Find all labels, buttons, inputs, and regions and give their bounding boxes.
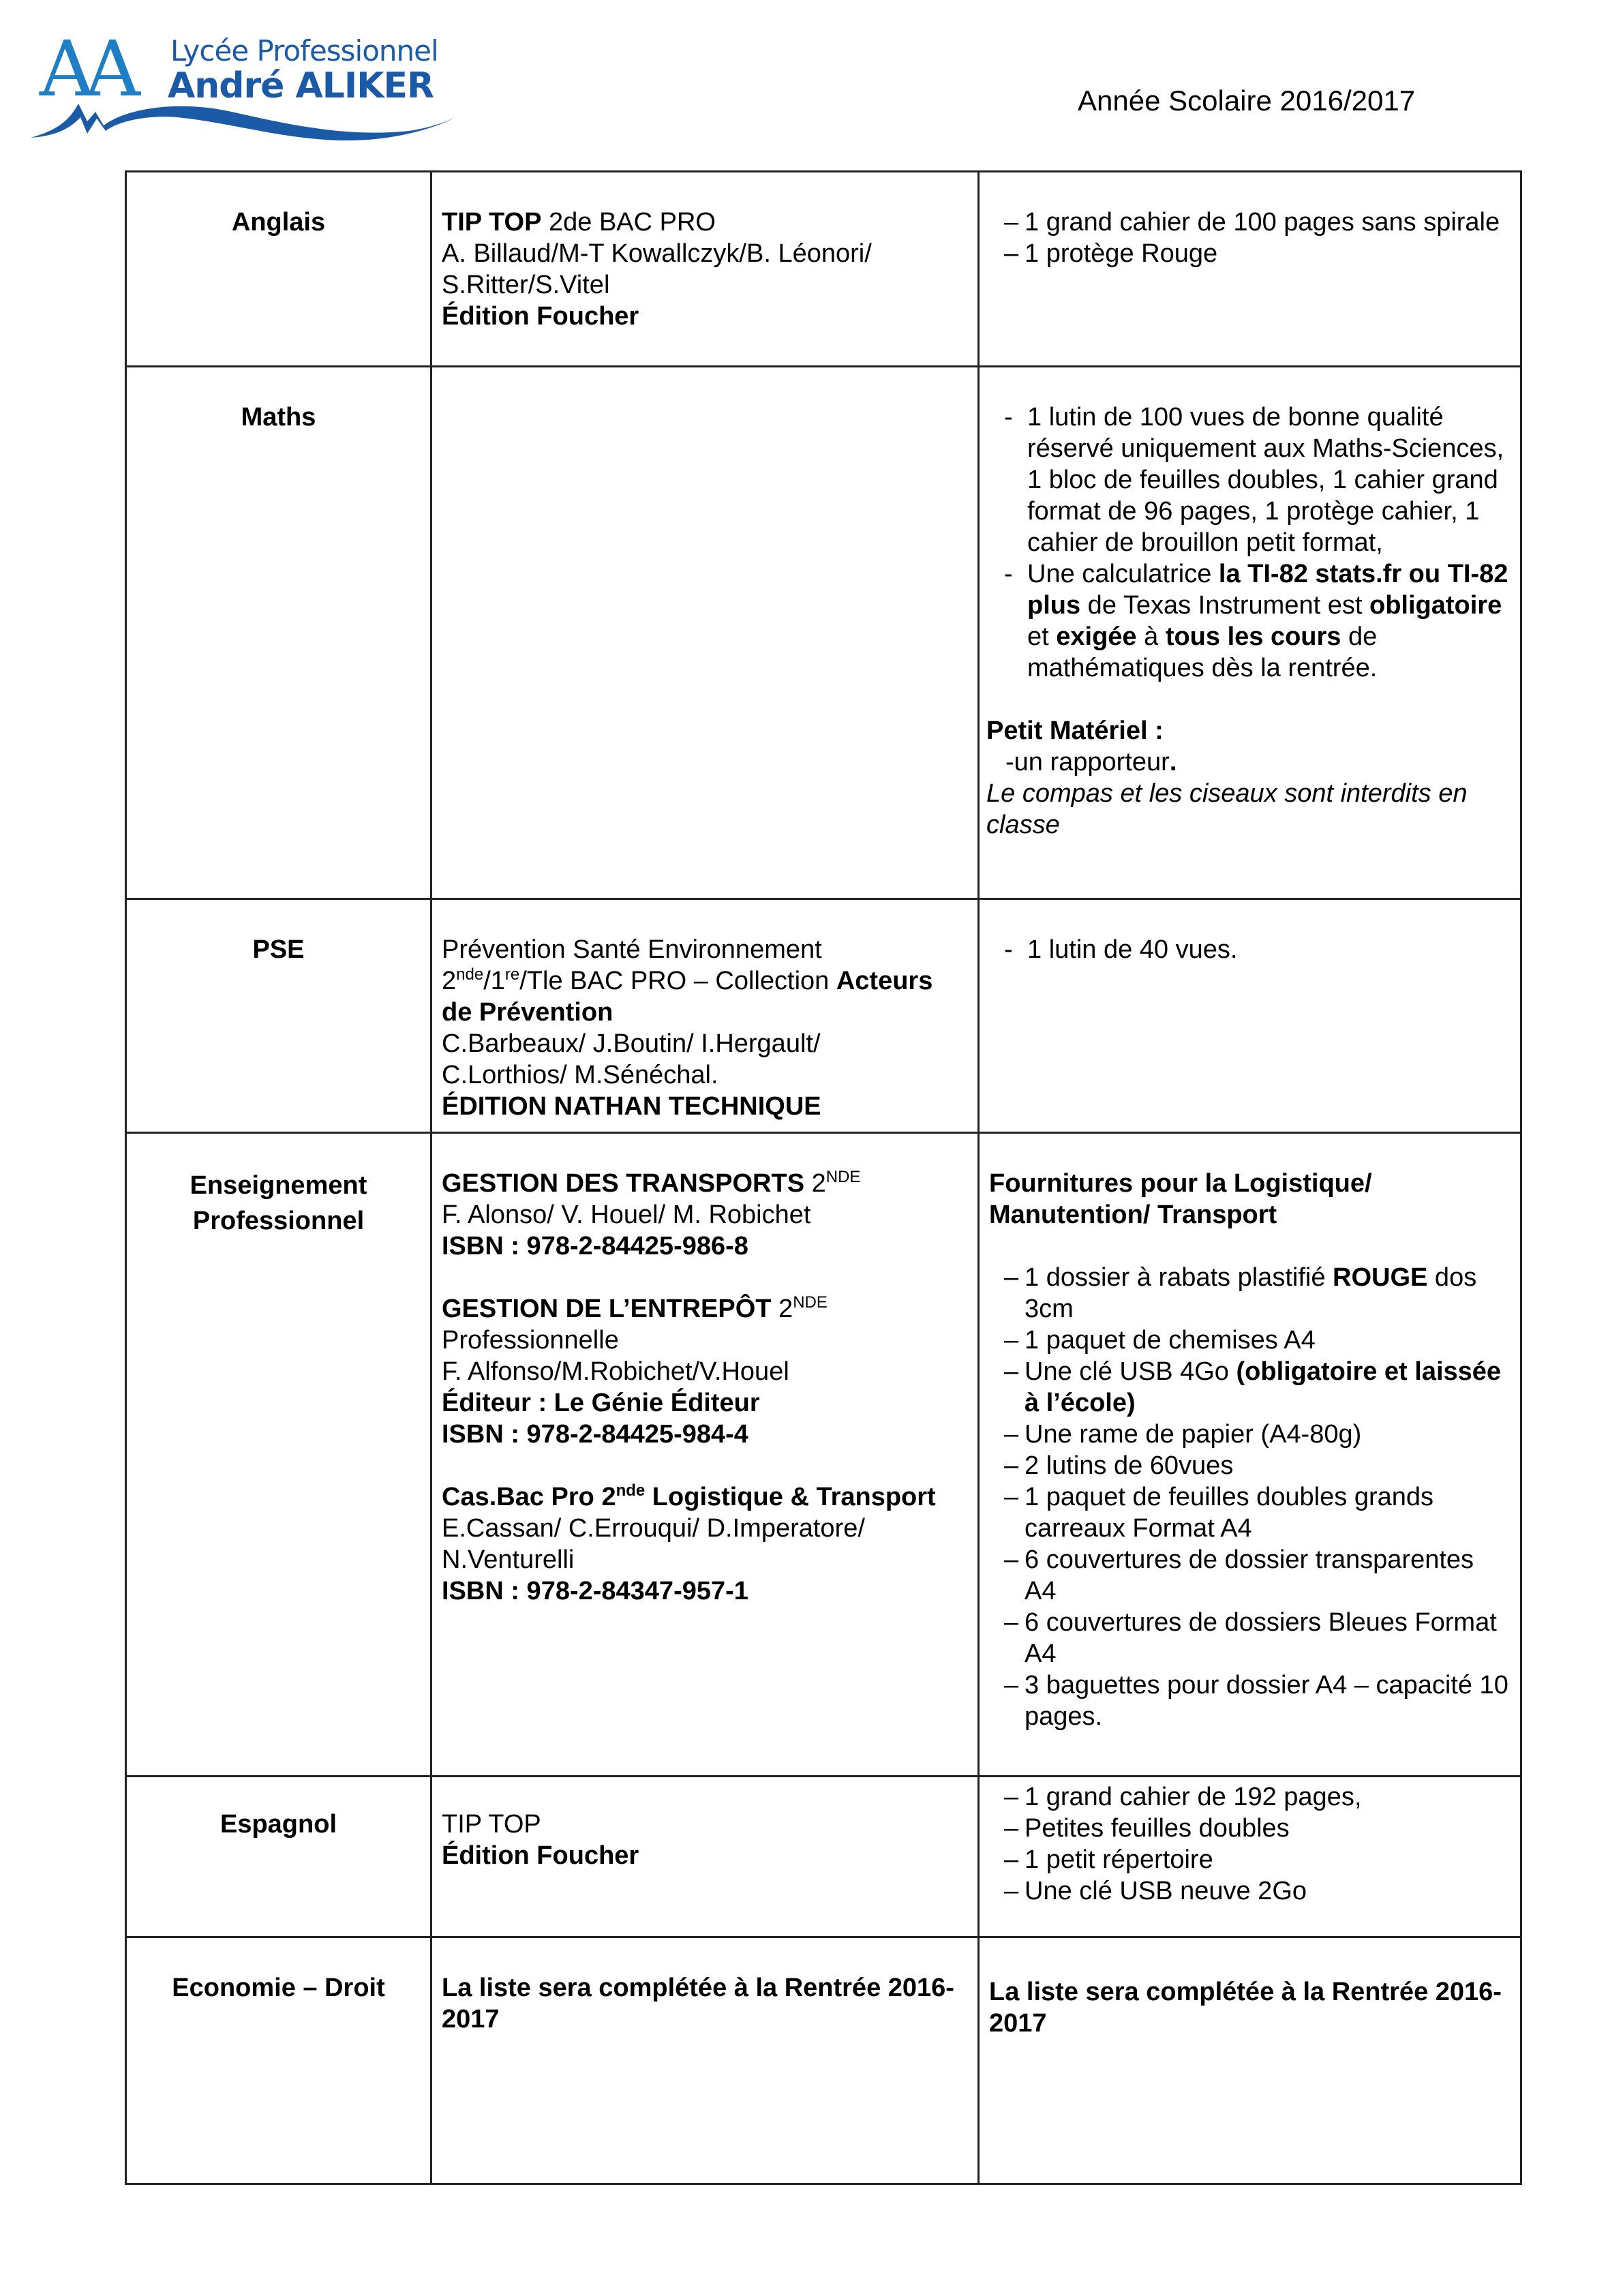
logo-monogram: AA: [40, 25, 131, 114]
book-title: [442, 1481, 968, 1513]
book-publisher: ÉDITION NATHAN TECHNIQUE: [442, 1092, 821, 1121]
subject-cell: [126, 1133, 431, 1777]
list-item: – 1 petit répertoire: [1025, 1844, 1511, 1875]
book-title: Prévention Santé Environnement: [442, 935, 822, 964]
school-logo: [27, 27, 464, 143]
emphasis: (obligatoire et laissée à l’école): [1025, 1357, 1502, 1417]
text: à: [1136, 622, 1166, 651]
books-cell: [431, 172, 979, 367]
logo-wave-icon: [27, 95, 464, 150]
book-authors: A. Billaud/M-T Kowallczyk/B. Léonori/: [442, 239, 872, 268]
list-item: [1027, 558, 1511, 684]
text: -un rapporteur: [1005, 748, 1170, 776]
book-publisher: Édition Foucher: [442, 302, 639, 331]
subject-label: Maths: [241, 403, 316, 432]
book-title: [442, 1293, 968, 1325]
subject-cell: [126, 1937, 431, 2184]
book-publisher: Édition Foucher: [442, 1841, 639, 1870]
subject-label: PSE: [252, 935, 305, 964]
text: GESTION DE L’ENTREPÔT: [442, 1295, 772, 1323]
supplies-cell: [979, 1777, 1521, 1937]
list-item: – Une clé USB neuve 2Go: [1025, 1875, 1511, 1907]
table-row-espagnol: [126, 1777, 1521, 1937]
supplies-title: Fournitures pour la Logistique/ Manutention/ Transport: [989, 1169, 1372, 1229]
list-item: – 1 grand cahier de 192 pages,: [1025, 1781, 1511, 1813]
text: 1 dossier à rabats plastifié: [1025, 1263, 1333, 1292]
text: 6 couvertures de dossier transparentes A4: [1025, 1545, 1474, 1605]
list-item: [1025, 1670, 1511, 1732]
book-publisher: Éditeur : Le Génie Éditeur: [442, 1389, 760, 1417]
logo-school-name: André ALIKER: [168, 65, 434, 106]
book-authors: F. Alfonso/M.Robichet/V.Houel: [442, 1357, 789, 1386]
text: Logistique & Transport: [645, 1483, 936, 1511]
superscript: NDE: [825, 1168, 861, 1186]
books-cell: [431, 367, 979, 899]
text: Une calculatrice: [1027, 560, 1219, 588]
superscript: NDE: [793, 1293, 828, 1312]
text: dos 3cm: [1025, 1263, 1477, 1323]
text: 1 paquet de feuilles doubles grands carreaux Format A4: [1025, 1483, 1434, 1543]
book-authors: S.Ritter/S.Vitel: [442, 271, 610, 299]
spacer: [442, 1262, 968, 1293]
text: Cas.Bac Pro 2: [442, 1483, 616, 1511]
list-item: [1025, 1262, 1511, 1325]
emphasis: ROUGE: [1333, 1263, 1428, 1292]
list-item: - 1 lutin de 40 vues.: [1027, 934, 1511, 965]
book-isbn: ISBN : 978-2-84347-957-1: [442, 1577, 748, 1605]
book-title: [442, 207, 968, 238]
supplies-list: [989, 402, 1511, 684]
superscript: nde: [616, 1481, 646, 1500]
supplies-cell: [979, 899, 1521, 1133]
pending-note: La liste sera complétée à la Rentrée 2016-2017: [442, 1974, 954, 2034]
table-row-anglais: [126, 172, 1521, 367]
list-item: – 1 grand cahier de 100 pages sans spirale: [1025, 207, 1511, 238]
text: Une clé USB 4Go: [1025, 1357, 1237, 1386]
petit-materiel-title: Petit Matériel :: [986, 716, 1164, 745]
book-isbn: ISBN : 978-2-84425-986-8: [442, 1232, 748, 1260]
subject-cell: [126, 899, 431, 1133]
book-isbn: ISBN : 978-2-84425-984-4: [442, 1420, 748, 1449]
text: /Tle BAC PRO – Collection: [519, 967, 836, 995]
supplies-cell: [979, 1133, 1521, 1777]
spacer: [989, 684, 1511, 715]
text: de Texas Instrument est: [1080, 591, 1369, 620]
book-authors: F. Alonso/ V. Houel/ M. Robichet: [442, 1200, 811, 1229]
list-item: [1025, 1450, 1511, 1481]
pending-note: La liste sera complétée à la Rentrée 2016-2017: [989, 1978, 1502, 2038]
spacer: [442, 1450, 968, 1481]
book-title-level: 2de BAC PRO: [541, 208, 716, 237]
book-entry: [442, 1168, 968, 1262]
supplies-cell: [979, 367, 1521, 899]
logo-school-type: Lycée Professionnel: [170, 34, 438, 67]
text: /1: [483, 967, 505, 995]
text: 1 paquet de chemises A4: [1025, 1326, 1316, 1355]
books-cell: [431, 1937, 979, 2184]
text: de mathématiques dès la rentrée.: [1027, 622, 1378, 682]
list-item: - 1 lutin de 100 vues de bonne qualité réservé uniquement aux Maths-Sciences, 1 bloc de feuilles doubles, 1 cahier grand format de 96 pages, 1 protège cahier, 1 cahier de brouillon petit format,: [1027, 402, 1511, 558]
subject-cell: [126, 172, 431, 367]
table-row-enseignement-professionnel: [126, 1133, 1521, 1777]
subject-label: Economie – Droit: [172, 1974, 385, 2002]
supplies-list: [989, 934, 1511, 965]
book-entry: [442, 1293, 968, 1450]
text: Une rame de papier (A4-80g): [1025, 1420, 1362, 1449]
supplies-cell: [979, 172, 1521, 367]
text: et: [1027, 622, 1057, 651]
subject-label: Enseignement Professionnel: [189, 1171, 367, 1235]
book-authors: C.Barbeaux/ J.Boutin/ I.Hergault/: [442, 1029, 821, 1058]
text: 6 couvertures de dossiers Bleues Format A4: [1025, 1608, 1497, 1668]
list-item: [1025, 1325, 1511, 1356]
list-item: [1025, 1544, 1511, 1607]
book-title-bold: TIP TOP: [442, 208, 542, 237]
list-item: [1025, 1481, 1511, 1544]
list-item: [1025, 1607, 1511, 1670]
supplies-cell: [979, 1937, 1521, 2184]
text: 2: [804, 1169, 826, 1198]
books-cell: [431, 1777, 979, 1937]
subject-label: Anglais: [231, 208, 326, 237]
petit-materiel-item: [986, 746, 1511, 778]
book-authors: E.Cassan/ C.Errouqui/ D.Imperatore/ N.Venturelli: [442, 1514, 865, 1574]
list-item: [1025, 1356, 1511, 1419]
book-title: TIP TOP: [442, 1810, 541, 1839]
text: 3 baguettes pour dossier A4 – capacité 10 pages.: [1025, 1671, 1508, 1731]
text: 2: [771, 1295, 793, 1323]
subject-label: Espagnol: [219, 1810, 337, 1839]
subject-cell: [126, 367, 431, 899]
text: GESTION DES TRANSPORTS: [442, 1169, 805, 1198]
superscript: nde: [456, 965, 484, 984]
book-title: [442, 1168, 968, 1199]
book-subtitle: Professionnelle: [442, 1326, 619, 1355]
list-item: – 1 protège Rouge: [1025, 238, 1511, 269]
text: 2 lutins de 60vues: [1025, 1451, 1234, 1480]
book-entry: [442, 1481, 968, 1607]
scissors-note: Le compas et les ciseaux sont interdits en classe: [986, 779, 1468, 839]
table-row-pse: [126, 899, 1521, 1133]
superscript: re: [504, 965, 520, 984]
collection-name: Acteurs de Prévention: [442, 967, 933, 1027]
subject-cell: [126, 1777, 431, 1937]
list-item: [1025, 1419, 1511, 1450]
calculator-model: la TI-82 stats.fr ou TI-82 plus: [1027, 560, 1508, 620]
table-row-maths: [126, 367, 1521, 899]
supply-list-table: [125, 170, 1522, 2185]
emphasis: exigée: [1056, 622, 1137, 651]
text: .: [1169, 748, 1177, 776]
supplies-list: [989, 1781, 1511, 1907]
emphasis: tous les cours: [1165, 622, 1341, 651]
book-level: [442, 965, 968, 1028]
books-cell: [431, 899, 979, 1133]
book-authors: C.Lorthios/ M.Sénéchal.: [442, 1061, 718, 1089]
emphasis: obligatoire: [1369, 591, 1502, 620]
books-cell: [431, 1133, 979, 1777]
list-item: – Petites feuilles doubles: [1025, 1813, 1511, 1844]
supplies-list: [989, 1262, 1511, 1732]
table-row-economie-droit: [126, 1937, 1521, 2184]
spacer: [989, 1230, 1511, 1262]
text: 2: [442, 967, 457, 995]
school-year: Année Scolaire 2016/2017: [1078, 85, 1416, 117]
supplies-list: [989, 207, 1511, 269]
